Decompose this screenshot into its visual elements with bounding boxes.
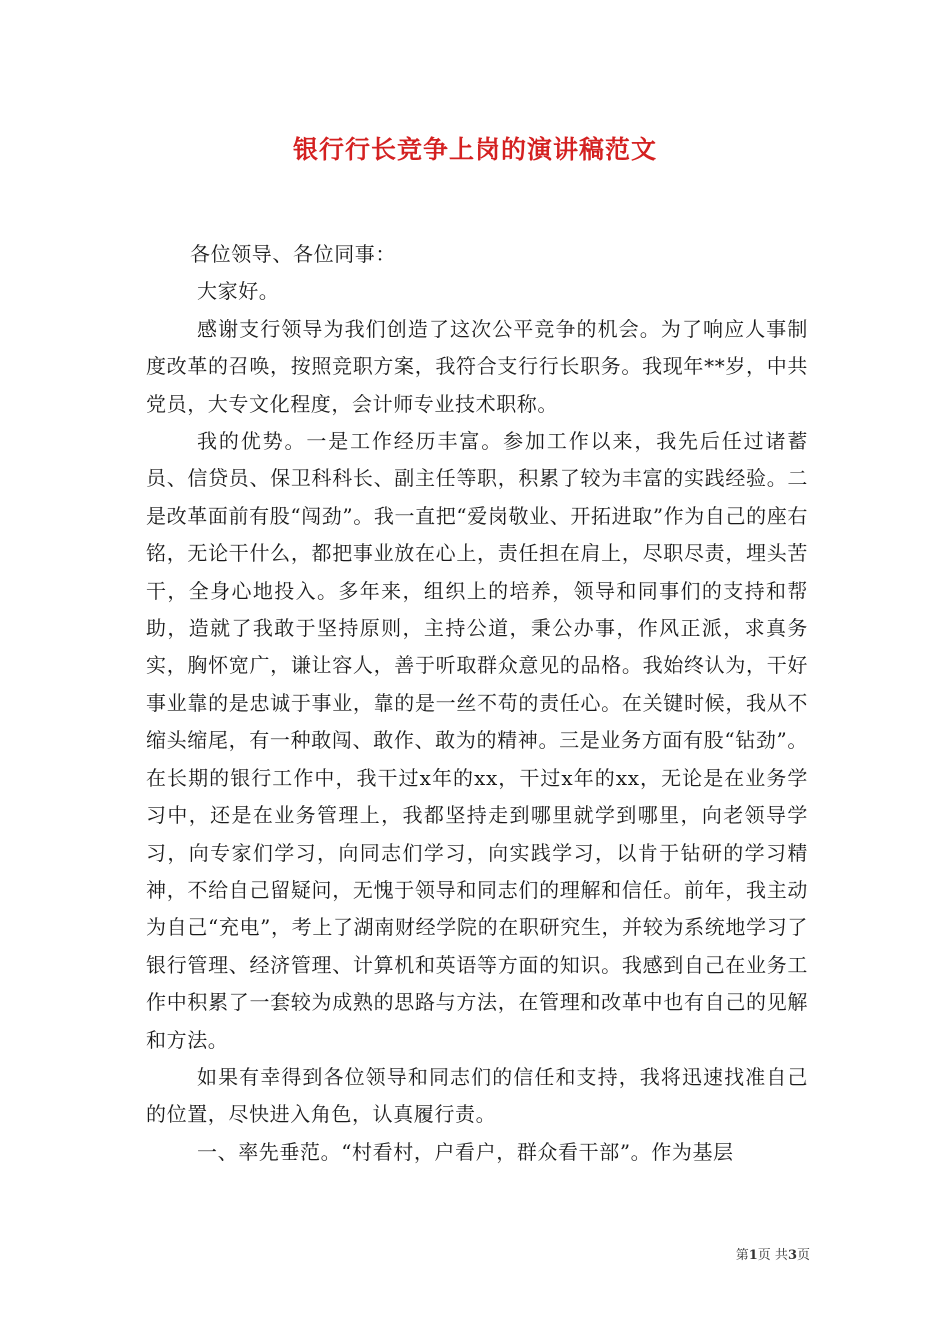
advantages-paragraph: 我的优势。一是工作经历丰富。参加工作以来，我先后任过诸蓄员、信贷员、保卫科科长、副主任等职，积累了较为丰富的实践经验。二是改革面前有股“闯劲”。我一直把“爱岗敬业、开拓进取”作为自己的座右铭，无论干什么，都把事业放在心上，责任担在肩上，尽职尽责，埋头苦干，全身心地投入。多年来，组织上的培养，领导和同事们的支持和帮助，造就了我敢于坚持原则，主持公道，秉公办事，作风正派，求真务实，胸怀宽广，谦让容人，善于听取群众意见的品格。我始终认为，干好事业靠的是忠诚于事业，靠的是一丝不苟的责任心。在关键时候，我从不缩头缩尾，有一种敢闯、敢作、敢为的精神。三是业务方面有股“钻劲”。在长期的银行工作中，我干过x年的xx，干过x年的xx，无论是在业务学习中，还是在业务管理上，我都坚持走到哪里就学到哪里，向老领导学习，向专家们学习，向同志们学习，向实践学习，以肯于钻研的学习精神，不给自己留疑问，无愧于领导和同志们的理解和信任。前年，我主动为自己“充电”，考上了湖南财经学院的在职研究生，并较为系统地学习了银行管理、经济管理、计算机和英语等方面的知识。我感到自己在业务工作中积累了一套较为成熟的思路与方法，在管理和改革中也有自己的见解和方法。 — [146, 429, 808, 1052]
commitment-paragraph: 如果有幸得到各位领导和同志们的信任和支持，我将迅速找准自己的位置，尽快进入角色，认真履行责。 — [146, 1064, 808, 1127]
total-pages-number: 3 — [787, 1248, 797, 1263]
page-number-footer — [700, 1247, 810, 1265]
document-body — [146, 236, 808, 1171]
section-one-paragraph: 一、率先垂范。“村看村，户看户，群众看干部”。作为基层 — [197, 1139, 734, 1164]
document-title: 银行行长竞争上岗的演讲稿范文 — [292, 135, 657, 164]
footer-suffix: 页 — [796, 1248, 810, 1263]
intro-paragraph: 感谢支行领导为我们创造了这次公平竞争的机会。为了响应人事制度改革的召唤，按照竞职方案，我符合支行行长职务。我现年**岁，中共党员，大专文化程度，会计师专业技术职称。 — [146, 316, 808, 416]
greeting-paragraph: 大家好。 — [197, 279, 280, 304]
footer-middle: 页 共 — [757, 1248, 788, 1263]
salutation-paragraph: 各位领导、各位同事： — [190, 242, 396, 266]
current-page-number: 1 — [748, 1248, 758, 1263]
footer-prefix: 第 — [735, 1248, 749, 1263]
